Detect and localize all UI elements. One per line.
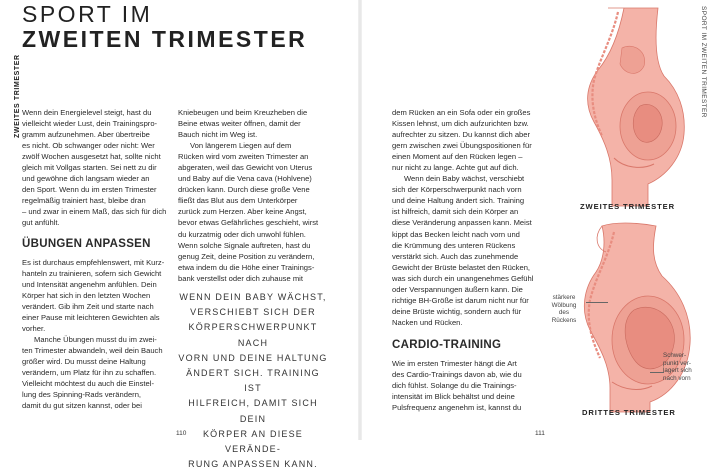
running-head-right — [700, 6, 717, 146]
column-1 — [22, 107, 172, 411]
text-line: du kurzatmig oder dich unwohl fühlen. — [178, 229, 306, 239]
baby — [633, 104, 662, 142]
section-heading-cardio: CARDIO-TRAINING — [392, 338, 502, 351]
text-line: zwölf Wochen ausgesetzt hat, sollte nicht — [22, 152, 161, 162]
running-head-left-text: ZWEITES TRIMESTER — [14, 54, 21, 138]
section-heading-uebungen: ÜBUNGEN ANPASSEN — [22, 237, 151, 250]
annotation-line: des — [558, 309, 570, 317]
text-line: Von längerem Liegen auf dem — [190, 141, 292, 151]
text-line: Kniebeugen und beim Kreuzheben die — [178, 108, 308, 117]
annotation-line: lagert sich — [663, 367, 692, 375]
text-line: etwa indem du die Höhe einer Trainings- — [178, 262, 315, 272]
quote-line: RUNG ANPASSEN KANN. — [188, 459, 318, 470]
text-line: einen Moment auf den Rücken legen – — [392, 152, 523, 162]
third-trimester-illustration — [578, 222, 700, 412]
quote-line: WENN DEIN BABY WÄCHST, — [179, 292, 327, 302]
page-number-left: 110 — [176, 430, 187, 437]
annotation-line: Schwer- — [663, 352, 687, 359]
text-line: genug Zeit, deine Position zu verändern, — [178, 251, 315, 261]
paragraph — [392, 173, 542, 328]
text-line: verändert. Gib ihm Zeit und starte nach — [22, 301, 154, 311]
text-line: zurück zum Herzen. Aber keine Angst, — [178, 207, 307, 217]
text-line: ten Trimester abwandeln, weil dein Bauch — [22, 345, 163, 355]
text-line: Manche Übungen musst du im zwei- — [34, 334, 157, 344]
text-line: und deine Haltung ändert sich. Training — [392, 196, 525, 206]
annotation-line: stärkere — [552, 294, 576, 301]
title-line-2: ZWEITEN TRIMESTER — [22, 26, 308, 52]
text-line: und Baby auf die Vena cava (Hohlvene) — [178, 174, 312, 184]
text-line: nur nicht zu lange. Achte gut auf dich. — [392, 163, 519, 173]
text-line: dich fühlst. Solange du die Trainings- — [392, 381, 517, 391]
text-line: vorher. — [22, 323, 46, 333]
text-line: hanteln zu trainieren, sofern sich Gewicht — [22, 268, 162, 278]
text-line: dem Rücken an ein Sofa oder ein großes — [392, 108, 531, 117]
text-line: Vielleicht möchtest du auch die Einstel- — [22, 379, 154, 389]
quote-line: VORN UND DEINE HALTUNG — [178, 352, 328, 363]
text-line: Beine etwas weiter öffnen, damit der — [178, 119, 301, 129]
text-line: ist hilfreich, damit sich dein Körper an — [392, 207, 519, 217]
annotation-line: Rückens — [551, 316, 577, 324]
text-line: Es ist durchaus empfehlenswert, mit Kurz- — [22, 257, 165, 267]
text-line: gleich mit Vollgas starten. Sei nett zu dir — [22, 163, 157, 173]
pull-quote — [178, 290, 328, 472]
text-line: Körper hat sich in den letzten Wochen — [22, 290, 151, 300]
text-line: vielleicht wieder Lust, dein Trainingspro- — [22, 119, 158, 129]
annotation-line: punkt ver- — [663, 359, 691, 367]
text-line: sich der Körperschwerpunkt nach vorn — [392, 185, 522, 195]
text-line: abgeraten, weil das Gewicht von Uterus — [178, 163, 313, 173]
text-line: verändern, um Platz für ihn zu schaffen. — [22, 367, 157, 377]
text-line: Wenn solche Signale auftreten, hast du — [178, 240, 311, 250]
paragraph — [178, 107, 328, 140]
quote-line: KÖRPERSCHWERPUNKT NACH — [188, 322, 318, 348]
paragraph — [22, 257, 172, 334]
text-line: Wie im ersten Trimester hängt die Art — [392, 358, 517, 368]
text-line: verstärkt sich. Auch das zunehmende — [392, 251, 519, 261]
annotation-back-curve — [542, 294, 586, 324]
text-line: drücken kann. Durch diese große Vene — [178, 185, 310, 195]
title-line-1: SPORT IM — [22, 1, 153, 27]
text-line: aufrechter zu sitzen. Du kannst dich aber — [392, 130, 531, 140]
annotation-line: Wölbung — [551, 301, 577, 309]
column-3 — [392, 107, 542, 413]
text-line: Pulsfrequenz angenehm ist, kannst du — [392, 403, 522, 413]
paragraph — [392, 107, 542, 173]
text-line: lung des Spinning-Rads verändern, — [22, 390, 142, 400]
text-line: gern zwischen zwei Übungspositionen für — [392, 141, 532, 151]
quote-line: ÄNDERT SICH. TRAINING IST — [186, 368, 320, 394]
text-line: Wenn dein Energielevel steigt, hast du — [22, 108, 152, 117]
page-number-right: 111 — [535, 430, 545, 437]
text-line: Nacken und Rücken. — [392, 317, 463, 327]
text-line: oder Verspannungen äußern kann. Die — [392, 284, 523, 294]
text-line: – und zwar in einem Maß, das sich für dich — [22, 207, 167, 217]
intro-paragraph — [22, 107, 172, 229]
annotation-line: nach vorn — [663, 374, 691, 382]
text-line: gramm aufzunehmen. Aber übertreibe — [22, 130, 150, 140]
second-trimester-illustration — [578, 8, 700, 208]
paragraph — [392, 358, 542, 413]
text-line: den Sport. Wenn du im ersten Trimester — [22, 185, 157, 195]
text-line: bevor etwas Gefährliches geschieht, wirst — [178, 218, 319, 228]
text-line: Bauch nicht im Weg ist. — [178, 130, 258, 140]
text-line: größer wird. Du musst deine Haltung — [22, 356, 146, 366]
running-head-right-text: SPORT IM ZWEITEN TRIMESTER — [700, 6, 707, 118]
text-line: Rücken wird vom zweiten Trimester an — [178, 152, 309, 162]
text-line: gut anfühlt. — [22, 218, 60, 228]
text-line: was sich durch ein unangenehmes Gefühl — [392, 273, 534, 283]
page-title — [22, 2, 307, 52]
text-line: es nicht. Ob schwanger oder nicht: Wer — [22, 141, 155, 151]
text-line: intensität im Blick behältst und deine — [392, 392, 515, 402]
text-line: Gewicht der Brüste belastet den Rücken, — [392, 262, 531, 272]
paragraph — [178, 140, 328, 284]
annotation-leader-line — [650, 372, 664, 373]
running-head-left — [4, 6, 21, 146]
text-line: Wenn dein Baby wächst, verschiebt — [404, 174, 525, 184]
text-line: des Cardio-Trainings davon ab, wie du — [392, 369, 522, 379]
quote-line: HILFREICH, DAMIT SICH DEIN — [188, 398, 318, 424]
text-line: damit du gut sitzen kannst, oder bei — [22, 401, 142, 411]
text-line: diese Veränderung anpassen kann. Meist — [392, 218, 532, 228]
figure-label-second-trimester: ZWEITES TRIMESTER — [580, 202, 676, 211]
column-2 — [178, 107, 328, 284]
figure-label-third-trimester: DRITTES TRIMESTER — [582, 408, 676, 417]
quote-line: VERSCHIEBT SICH DER — [190, 307, 316, 318]
text-line: und gewöhne dich langsam wieder an — [22, 174, 150, 184]
paragraph — [22, 334, 172, 411]
annotation-center-of-gravity — [663, 352, 711, 382]
annotation-leader-line — [586, 302, 608, 303]
text-line: die Krümmung des unteren Rückens — [392, 240, 516, 250]
text-line: Kissen lehnst, um dich aufzurichten bzw. — [392, 119, 529, 129]
text-line: richtige BH-Größe ist darum nicht nur für — [392, 295, 529, 305]
text-line: regelmäßig trainiert hast, bleibe dran — [22, 196, 146, 206]
quote-line: KÖRPER AN DIESE VERÄNDE- — [202, 428, 304, 455]
book-gutter — [358, 0, 362, 440]
text-line: und Intensität angenehm anfühlen. Dein — [22, 279, 157, 289]
text-line: deine Brüste wichtig, sondern auch für — [392, 306, 522, 316]
text-line: einer Pause mit leichteren Gewichten als — [22, 312, 160, 322]
text-line: fließt das Blut aus dem Unterkörper — [178, 196, 298, 206]
text-line: kippt das Becken leicht nach vorn und — [392, 229, 520, 239]
text-line: bank verstellst oder dich zuhause mit — [178, 273, 303, 283]
